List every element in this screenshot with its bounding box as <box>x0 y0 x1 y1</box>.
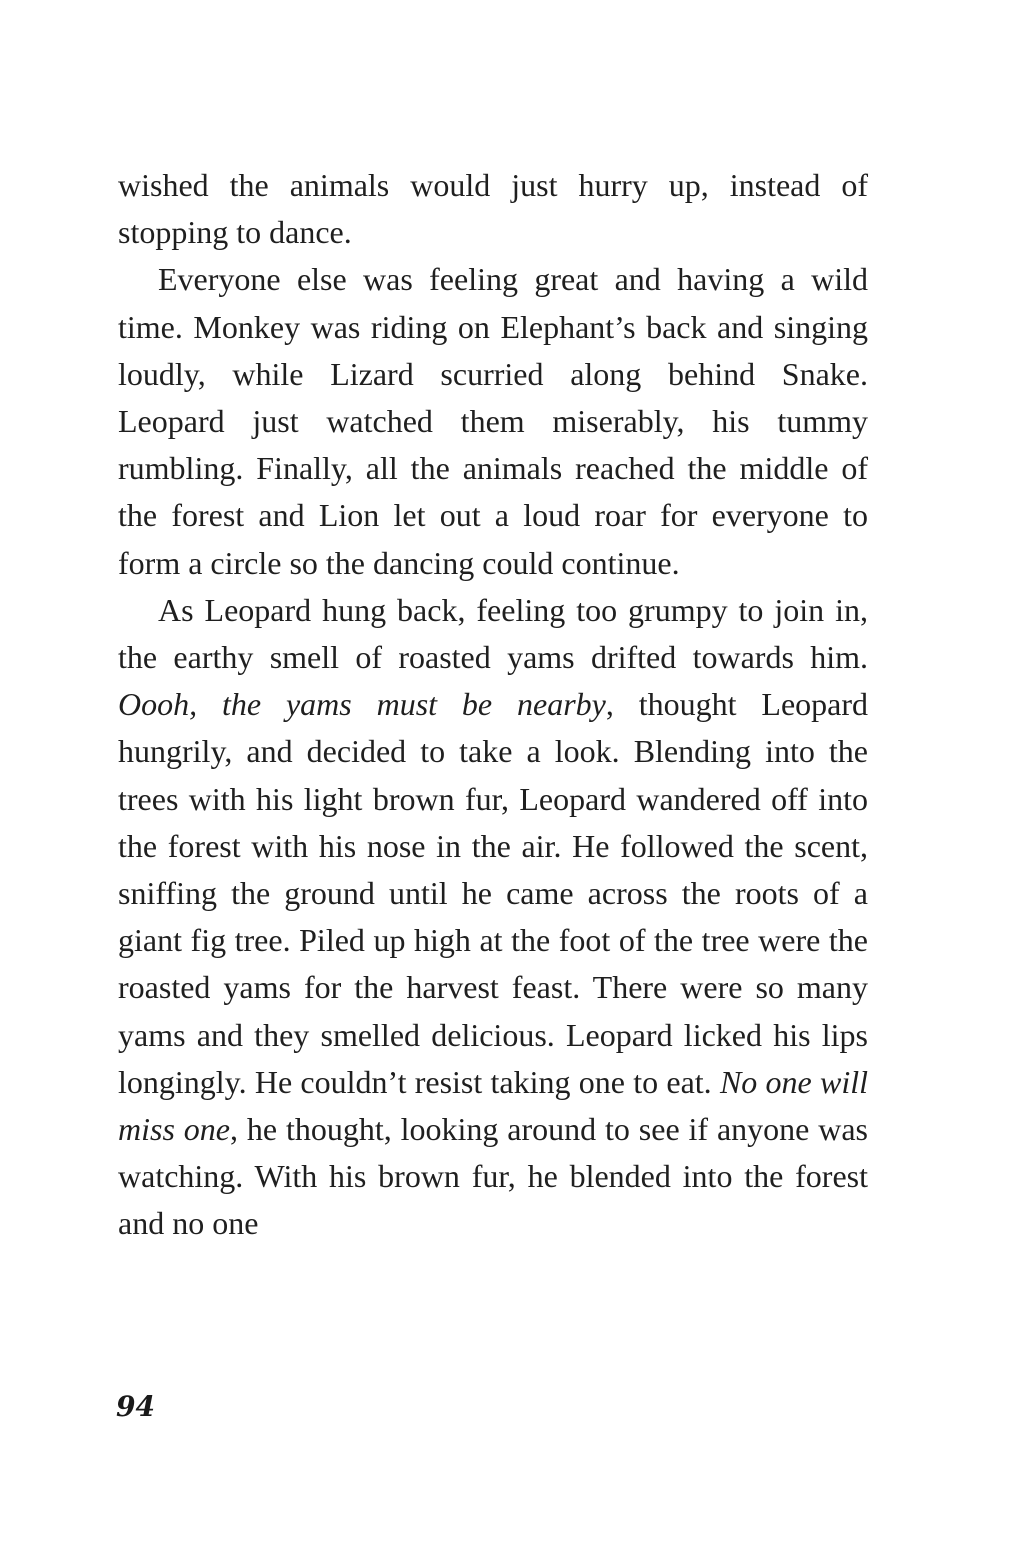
paragraph-leopard-yams <box>118 587 868 1248</box>
paragraph-continued: wished the animals would just hurry up, instead of stopping to dance. <box>118 167 868 251</box>
italic-thought-no-one-will-miss: No one will miss one <box>118 1063 869 1148</box>
paragraph-text: , he thought, looking around to see if anyone was watching. With his brown fur, he blended into the forest and no one <box>118 1111 869 1242</box>
paragraph-animals-dancing: Everyone else was feeling great and having a wild time. Monkey was riding on Elephant’s back and singing loudly, while Lizard scurried along behind Snake. Leopard just watched them miserably, his tummy rumbling. Finally, all the animals reached the middle of the forest and Lion let out a loud roar for everyone to form a circle so the dancing could continue. <box>118 261 868 581</box>
paragraph-text: , thought Leopard hungrily, and decided to take a look. Blending into the trees with his light brown fur, Leopard wandered off into the forest with his nose in the air. He followed the scent, sniffing the ground until he came across the roots of a giant fig tree. Piled up high at the foot of the tree were the roasted yams for the harvest feast. There were so many yams and they smelled delicious. Leopard licked his lips longingly. He couldn’t resist taking one to eat. <box>118 686 868 1100</box>
page-number: 94 <box>116 1390 155 1423</box>
italic-thought-yams-nearby: Oooh, the yams must be nearby <box>118 686 606 723</box>
body-text <box>118 162 868 1248</box>
paragraph-text: As Leopard hung back, feeling too grumpy to join in, the earthy smell of roasted yams drifted towards him. <box>118 591 868 676</box>
